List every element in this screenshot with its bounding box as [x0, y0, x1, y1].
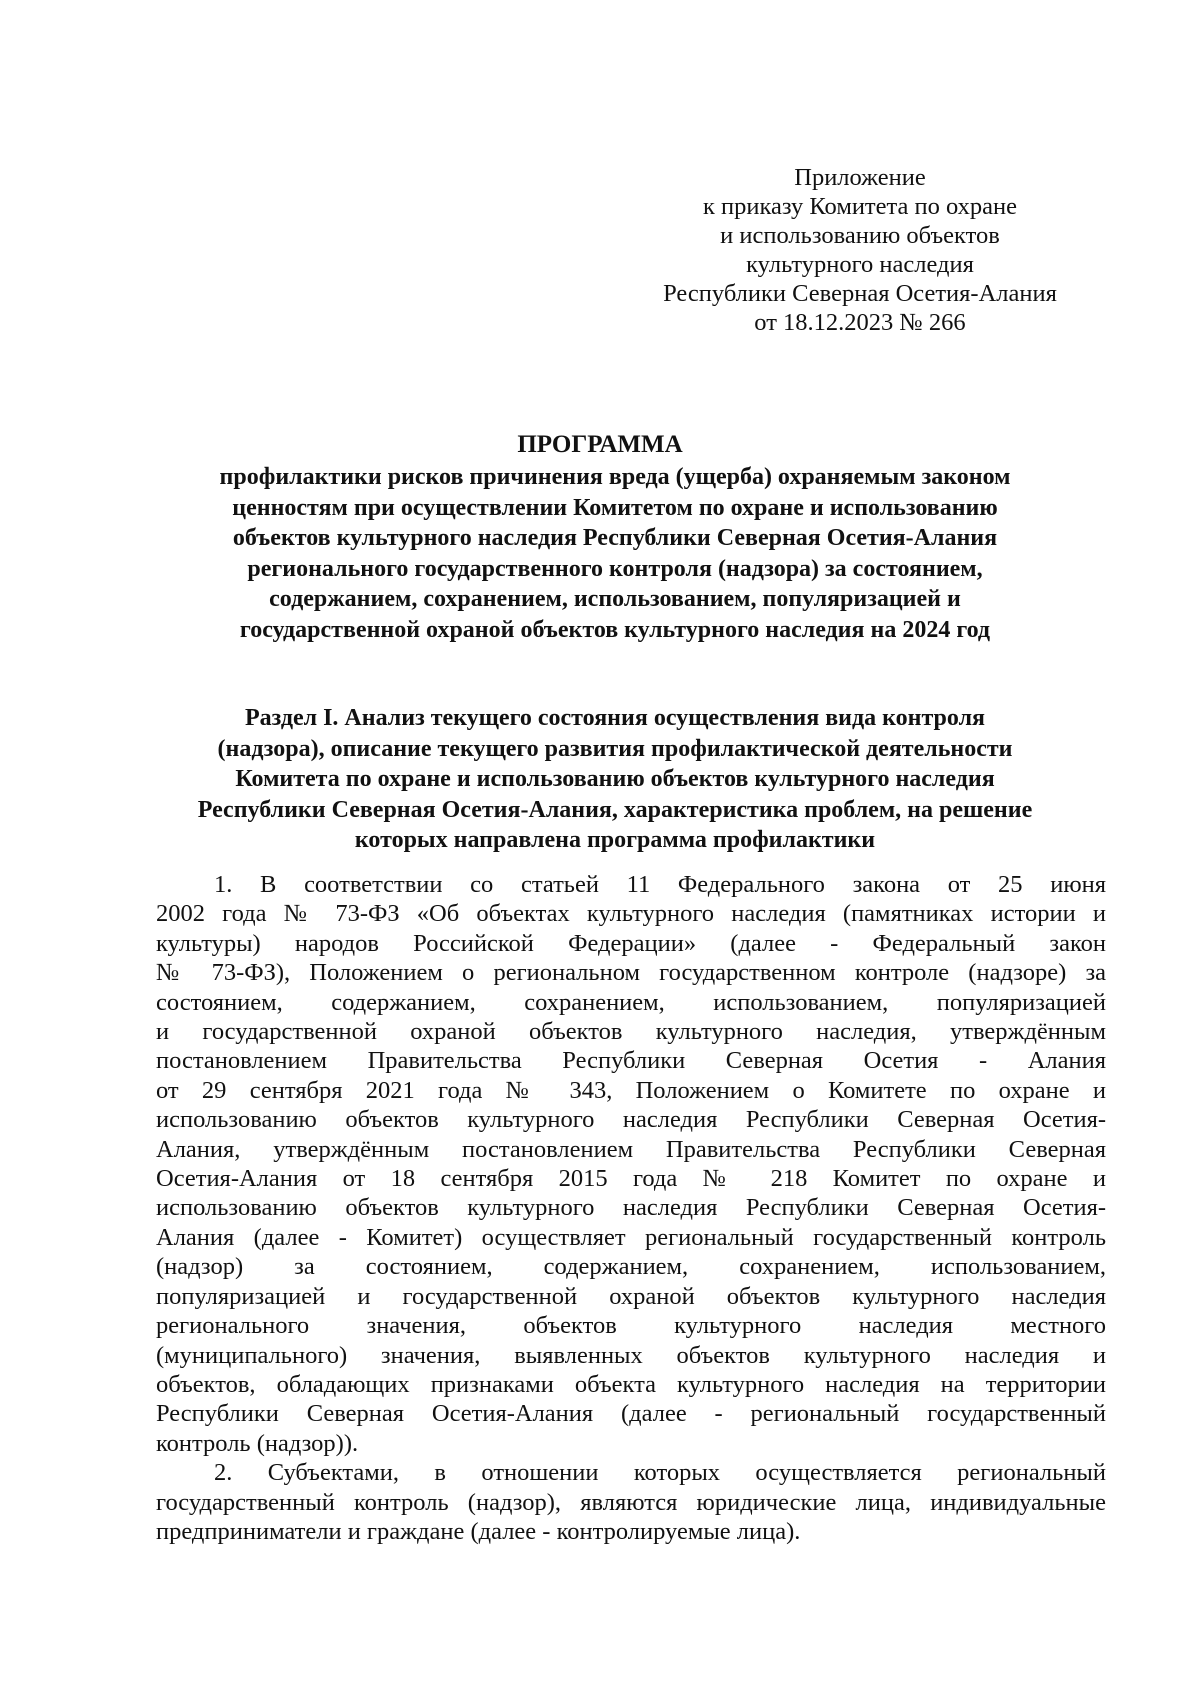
- paragraph-line: (надзор) за состоянием, содержанием, сохранением, использованием,: [156, 1253, 1106, 1281]
- section-heading-line: Республики Северная Осетия-Алания, характеристика проблем, на решение: [197, 796, 1033, 823]
- paragraph-line: от 29 сентября 2021 года № 343, Положением о Комитете по охране и: [156, 1076, 1106, 1104]
- paragraph-line: № 73-ФЗ), Положением о региональном государственном контроле (надзоре) за: [156, 959, 1106, 987]
- appendix-order-date: от 18.12.2023 № 266: [754, 309, 966, 336]
- paragraph-line: использованию объектов культурного наследия Республики Северная Осетия-: [156, 1106, 1106, 1134]
- paragraph-line: Алания, утверждённым постановлением Правительства Республики Северная: [156, 1135, 1106, 1163]
- program-subtitle-line: профилактики рисков причинения вреда (ущерба) охраняемым законом: [219, 464, 1011, 490]
- section-heading-line: Раздел I. Анализ текущего состояния осуществления вида контроля: [244, 705, 986, 731]
- paragraph-line: использованию объектов культурного наследия Республики Северная Осетия-: [156, 1194, 1106, 1222]
- paragraph-line: регионального значения, объектов культурного наследия местного: [156, 1312, 1106, 1340]
- paragraph-line: популяризацией и государственной охраной объектов культурного наследия: [156, 1282, 1106, 1310]
- program-subtitle-line: государственной охраной объектов культурного наследия на 2024 год: [239, 616, 991, 643]
- program-subtitle-line: регионального государственного контроля (надзора) за состоянием,: [247, 555, 983, 582]
- paragraph-line: объектов, обладающих признаками объекта культурного наследия на территории: [156, 1370, 1106, 1398]
- program-subtitle-line: содержанием, сохранением, использованием, популяризацией и: [269, 586, 961, 612]
- paragraph-line: культуры) народов Российской Федерации» (далее - Федеральный закон: [156, 929, 1106, 957]
- appendix-line: Республики Северная Осетия-Алания: [663, 280, 1057, 307]
- paragraph-line: Осетия-Алания от 18 сентября 2015 года № 218 Комитет по охране и: [156, 1165, 1106, 1193]
- body-text: [156, 870, 1106, 1546]
- appendix-line: и использованию объектов: [720, 222, 1000, 249]
- appendix-block: [600, 163, 1120, 337]
- program-subtitle-line: ценностям при осуществлении Комитетом по охране и использованию: [232, 494, 998, 521]
- paragraph-line: состоянием, содержанием, сохранением, использованием, популяризацией: [156, 988, 1106, 1016]
- program-subtitle: [150, 462, 1080, 645]
- section-heading: [150, 703, 1080, 856]
- section-heading-line: которых направлена программа профилактики: [354, 827, 876, 853]
- paragraph-line: Республики Северная Осетия-Алания (далее - региональный государственный: [156, 1400, 1106, 1428]
- section-heading-line: Комитета по охране и использованию объектов культурного наследия: [235, 766, 995, 792]
- program-subtitle-line: объектов культурного наследия Республики Северная Осетия-Алания: [232, 525, 998, 551]
- appendix-line: культурного наследия: [746, 251, 974, 278]
- program-title: ПРОГРАММА: [517, 431, 683, 458]
- appendix-line: Приложение: [794, 164, 926, 191]
- paragraph-line: 2002 года № 73-ФЗ «Об объектах культурного наследия (памятниках истории и: [156, 900, 1106, 928]
- paragraph-line: контроль (надзор)).: [156, 1429, 359, 1457]
- paragraph-line: и государственной охраной объектов культурного наследия, утверждённым: [156, 1018, 1106, 1046]
- section-heading-line: (надзора), описание текущего развития профилактической деятельности: [217, 735, 1013, 762]
- paragraph-line: 1. В соответствии со статьей 11 Федерального закона от 25 июня: [214, 871, 1106, 898]
- appendix-line: к приказу Комитета по охране: [702, 193, 1018, 220]
- paragraph-1: [156, 870, 1106, 1458]
- paragraph-line: государственный контроль (надзор), являются юридические лица, индивидуальные: [156, 1488, 1106, 1516]
- paragraph-line: (муниципального) значения, выявленных объектов культурного наследия и: [156, 1341, 1106, 1369]
- paragraph-line: постановлением Правительства Республики Северная Осетия - Алания: [156, 1047, 1106, 1075]
- paragraph-2: [156, 1458, 1106, 1546]
- paragraph-line: 2. Субъектами, в отношении которых осуществляется региональный: [214, 1459, 1106, 1487]
- paragraph-line: Алания (далее - Комитет) осуществляет региональный государственный контроль: [156, 1223, 1106, 1251]
- paragraph-line: предприниматели и граждане (далее - контролируемые лица).: [156, 1517, 801, 1545]
